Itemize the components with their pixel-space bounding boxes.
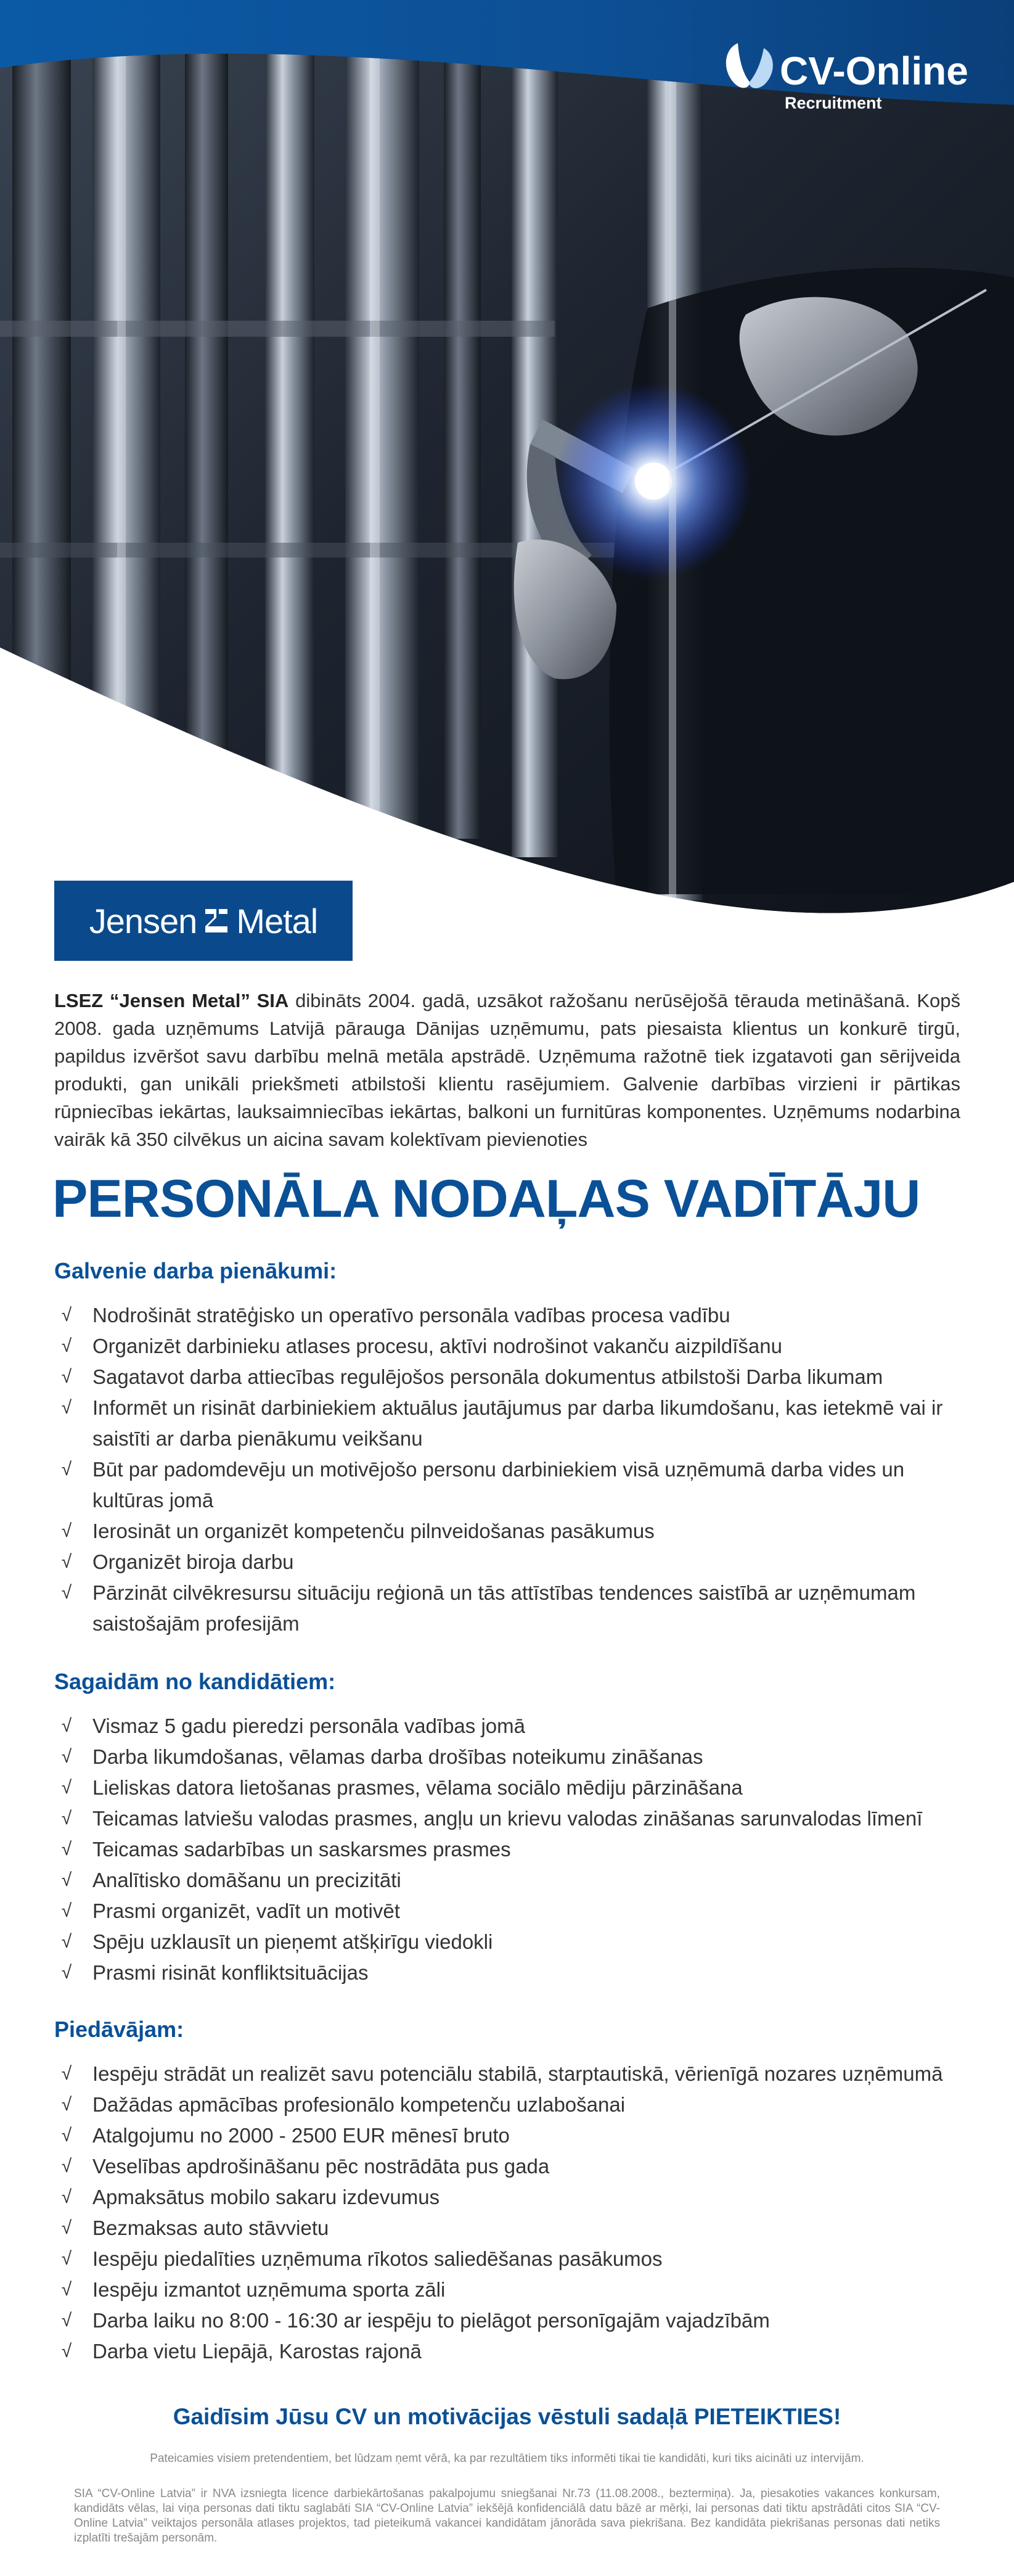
list-item: [54, 2059, 967, 2089]
list-item-text: Būt par padomdevēju un motivējošo personu darbiniekiem visā uzņēmumā darba vides un kultūras jomā: [92, 1458, 905, 1512]
company-intro: [54, 987, 960, 1153]
checkmark-icon: √: [61, 1716, 72, 1736]
checkmark-icon: √: [61, 1552, 72, 1572]
cv-online-logo-icon: [718, 37, 780, 99]
list-item-text: Organizēt biroja darbu: [92, 1550, 294, 1573]
logo-text-left: Jensen: [89, 901, 197, 940]
list-item: [54, 1454, 967, 1516]
list-item: [54, 1547, 967, 1578]
list-item-text: Darba likumdošanas, vēlamas darba drošības noteikumu zināšanas: [92, 1745, 703, 1768]
list-item: [54, 1803, 967, 1834]
disclaimer-text: Pateicamies visiem pretendentiem, bet lūdzam ņemt vērā, ka par rezultātiem tiks informēti tikai tie kandidāti, kuri tiks aicināti uz intervijām.: [150, 2452, 864, 2465]
brand-name: CV-Online: [780, 49, 968, 93]
checkmark-icon: √: [61, 1870, 72, 1890]
list-item: [54, 1772, 967, 1803]
checkmark-icon: √: [61, 2249, 72, 2269]
checkmark-icon: √: [61, 1777, 72, 1798]
list-item-text: Lieliskas datora lietošanas prasmes, vēlama sociālo mēdiju pārzināšana: [92, 1776, 743, 1799]
list-item: [54, 2274, 967, 2305]
requirements-section: [54, 1669, 967, 1988]
list-item: [54, 1331, 967, 1362]
checkmark-icon: √: [61, 1901, 72, 1921]
list-item-text: Prasmi risināt konfliktsituācijas: [92, 1961, 369, 1984]
checkmark-icon: √: [61, 1582, 72, 1603]
list-item-text: Organizēt darbinieku atlases procesu, aktīvi nodrošinot vakanču aizpildīšanu: [92, 1335, 782, 1357]
requirements-heading: Sagaidām no kandidātiem:: [54, 1669, 336, 1694]
list-item: [54, 1957, 967, 1988]
list-item: [54, 1362, 967, 1393]
list-item: [54, 1300, 967, 1331]
list-item: [54, 1742, 967, 1772]
list-item-text: Informēt un risināt darbiniekiem aktuālus jautājumus par darba likumdošanu, kas ietekmē vai ir saistīti ar darba pienākumu veikšanu: [92, 1396, 943, 1450]
intro-text: dibināts 2004. gadā, uzsākot ražošanu nerūsējošā tērauda metināšanā. Kopš 2008. gada uzņēmums Latvijā pārauga Dānijas uzņēmumu, pats piesaista klientus un konkurē tirgū, papildus izvēršot savu darbību melnā metāla apstrādē. Uzņēmuma ražotnē tiek izgatavoti gan sērijveida produkti, gan unikāli priekšmeti atbilstoši klientu rasējumiem. Galvenie darbības virzieni ir pārtikas rūpniecības iekārtas, lauksaimniecības iekārtas, balkoni un furnitūras komponentes. Uzņēmums nodarbina vairāk kā 350 cilvēkus un aicina savam kolektīvam pievienoties: [54, 990, 960, 1150]
list-item-text: Iespēju piedalīties uzņēmuma rīkotos saliedēšanas pasākumos: [92, 2247, 663, 2270]
list-item-text: Atalgojumu no 2000 - 2500 EUR mēnesī bruto: [92, 2124, 510, 2147]
checkmark-icon: √: [61, 1336, 72, 1356]
list-item-text: Vismaz 5 gadu pieredzi personāla vadības jomā: [92, 1714, 525, 1737]
checkmark-icon: √: [61, 2341, 72, 2361]
checkmark-icon: √: [61, 1459, 72, 1479]
legal-notice: SIA “CV-Online Latvia” ir NVA izsniegta licence darbiekārtošanas pakalpojumu sniegšanai Nr.73 (11.08.2008., beztermiņa). Ja, piesakoties vakances konkursam, kandidāts vēlas, lai viņa personas dati tiktu saglabāti SIA “CV-Online Latvia” iekšējā konfidenciālā datu bāzē ar mērķi, lai personas dati tiktu apstrādāti citos SIA “CV-Online Latvia” veiktajos personāla atlases projektos, tad pieteikumā vakancei kandidātam jānorāda sava piekrišana. Bez kandidāta piekrišanas personas dati netiks izplatīti trešajām personām.: [74, 2487, 940, 2545]
list-item-text: Sagatavot darba attiecības regulējošos personāla dokumentus atbilstoši Darba likumam: [92, 1365, 883, 1388]
list-item: [54, 2151, 967, 2182]
checkmark-icon: √: [61, 1808, 72, 1829]
jensen-metal-logo: [54, 881, 353, 961]
jensen-metal-mark-icon: [202, 905, 231, 936]
checkmark-icon: √: [61, 2064, 72, 2084]
list-item: [54, 1927, 967, 1957]
offer-heading: Piedāvājam:: [54, 2017, 184, 2042]
checkmark-icon: √: [61, 1839, 72, 1859]
apply-call-to-action: Gaidīsim Jūsu CV un motivācijas vēstuli sadaļā PIETEIKTIES!: [173, 2404, 841, 2429]
list-item-text: Teicamas sadarbības un saskarsmes prasmes: [92, 1838, 511, 1861]
list-item: [54, 2182, 967, 2213]
list-item: [54, 2213, 967, 2244]
offer-section: [54, 2017, 967, 2367]
list-item: [54, 1896, 967, 1927]
list-item: [54, 2089, 967, 2120]
list-item: [54, 1834, 967, 1865]
checkmark-icon: √: [61, 2187, 72, 2207]
checkmark-icon: √: [61, 1305, 72, 1325]
checkmark-icon: √: [61, 1962, 72, 1983]
checkmark-icon: √: [61, 1521, 72, 1541]
checkmark-icon: √: [61, 2094, 72, 2115]
list-item: [54, 1516, 967, 1547]
list-item: [54, 2244, 967, 2274]
list-item: [54, 1711, 967, 1742]
job-title: PERSONĀLA NODAĻAS VADĪTĀJU: [52, 1169, 920, 1228]
list-item: [54, 1578, 967, 1639]
list-item-text: Iespēju strādāt un realizēt savu potenciālu stabilā, starptautiskā, vērienīgā nozares uzņēmumā: [92, 2062, 943, 2085]
hero-banner: [0, 0, 1014, 944]
list-item-text: Veselības apdrošināšanu pēc nostrādāta pus gada: [92, 2155, 550, 2178]
checkmark-icon: √: [61, 2279, 72, 2300]
requirements-list: [54, 1711, 967, 1988]
checkmark-icon: √: [61, 1367, 72, 1387]
checkmark-icon: √: [61, 1932, 72, 1952]
list-item-text: Nodrošināt stratēģisko un operatīvo personāla vadības procesa vadību: [92, 1304, 730, 1327]
list-item: [54, 2120, 967, 2151]
checkmark-icon: √: [61, 1747, 72, 1767]
list-item: [54, 2336, 967, 2367]
list-item-text: Iespēju izmantot uzņēmuma sporta zāli: [92, 2278, 446, 2301]
checkmark-icon: √: [61, 2125, 72, 2146]
list-item-text: Apmaksātus mobilo sakaru izdevumus: [92, 2186, 440, 2208]
duties-heading: Galvenie darba pienākumi:: [54, 1258, 337, 1283]
checkmark-icon: √: [61, 2218, 72, 2238]
offer-list: [54, 2059, 967, 2367]
list-item-text: Darba vietu Liepājā, Karostas rajonā: [92, 2340, 422, 2363]
duties-list: [54, 1300, 967, 1639]
checkmark-icon: √: [61, 1397, 72, 1418]
brand-subtitle: Recruitment: [785, 94, 882, 112]
list-item-text: Spēju uzklausīt un pieņemt atšķirīgu viedokli: [92, 1930, 493, 1953]
list-item-text: Ierosināt un organizēt kompetenču pilnveidošanas pasākumus: [92, 1520, 655, 1542]
list-item-text: Analītisko domāšanu un precizitāti: [92, 1869, 401, 1891]
list-item: [54, 2305, 967, 2336]
intro-company-name: LSEZ “Jensen Metal” SIA: [54, 990, 289, 1011]
list-item-text: Teicamas latviešu valodas prasmes, angļu un krievu valodas zināšanas sarunvalodas līmenī: [92, 1807, 923, 1830]
list-item-text: Pārzināt cilvēkresursu situāciju reģionā un tās attīstības tendences saistībā ar uzņēmumam saistošajām profesijām: [92, 1581, 916, 1635]
hero-welding-photo: [0, 0, 1014, 944]
list-item-text: Bezmaksas auto stāvvietu: [92, 2216, 329, 2239]
cv-online-brand: [718, 37, 977, 123]
list-item-text: Prasmi organizēt, vadīt un motivēt: [92, 1899, 400, 1922]
duties-section: [54, 1258, 967, 1639]
checkmark-icon: √: [61, 2310, 72, 2331]
list-item-text: Dažādas apmācības profesionālo kompetenču uzlabošanai: [92, 2093, 626, 2116]
list-item: [54, 1865, 967, 1896]
list-item: [54, 1393, 967, 1454]
list-item-text: Darba laiku no 8:00 - 16:30 ar iespēju to pielāgot personīgajām vajadzībām: [92, 2309, 770, 2332]
checkmark-icon: √: [61, 2156, 72, 2176]
logo-text-right: Metal: [236, 901, 318, 940]
